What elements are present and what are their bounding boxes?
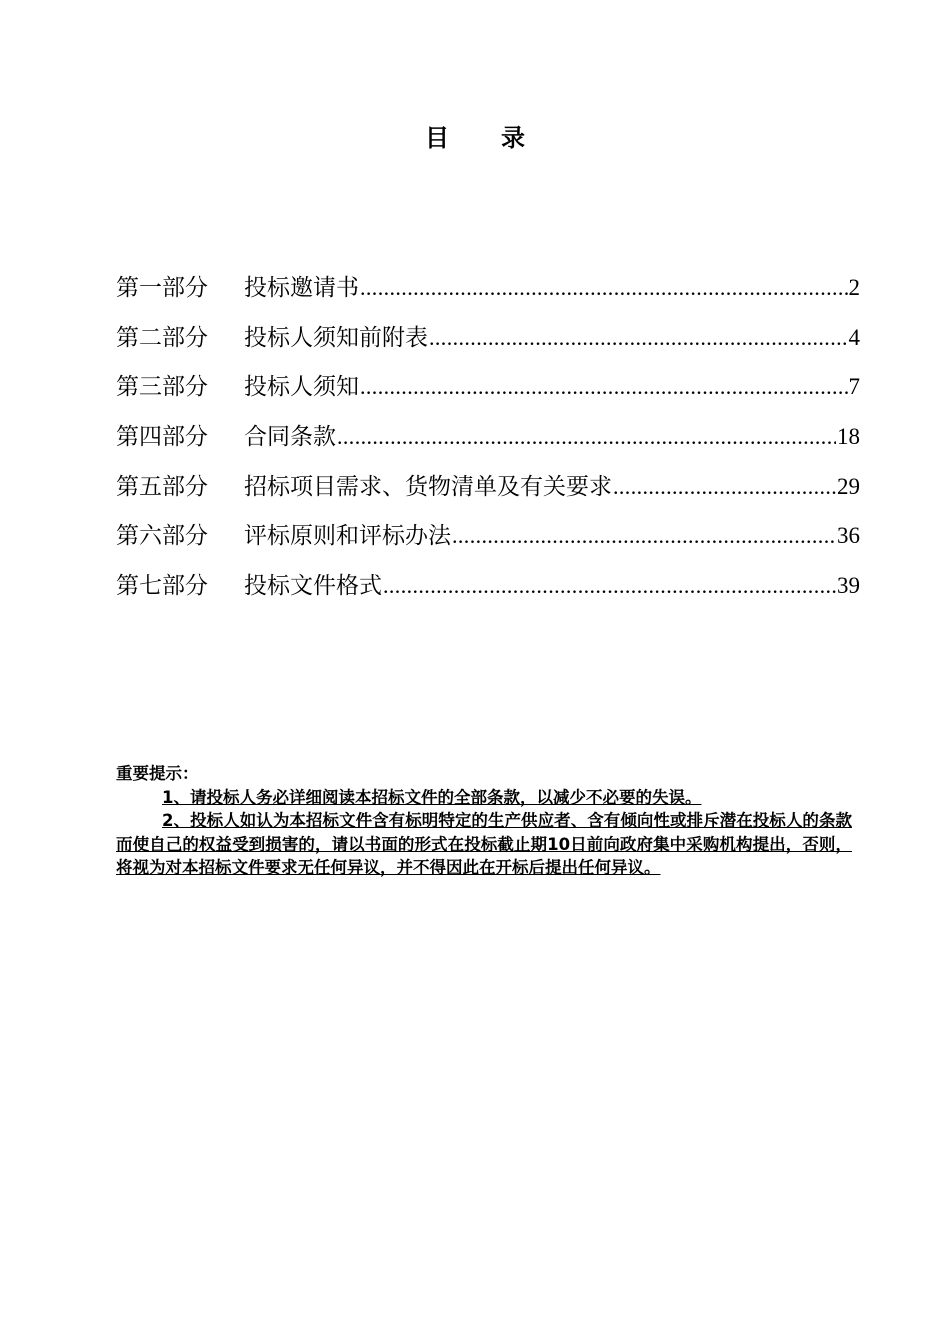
- notice-item-2-end: 。: [644, 858, 661, 877]
- toc-page-number: 18: [837, 424, 860, 450]
- toc-page-number: 39: [837, 573, 860, 599]
- toc-part-label: 第二部分: [116, 324, 208, 351]
- toc-title: [0, 118, 950, 153]
- toc-entry[interactable]: [116, 516, 860, 566]
- toc-page-number: 2: [848, 275, 860, 300]
- table-of-contents: [116, 268, 860, 616]
- toc-part-label: 第六部分: [116, 523, 208, 550]
- toc-part-label: 第一部分: [116, 275, 208, 301]
- toc-entry-title: 投标邀请书: [244, 275, 359, 301]
- toc-entry-title: 招标项目需求、货物清单及有关要求: [244, 473, 612, 500]
- toc-entry-title: 评标原则和评标办法: [244, 523, 451, 550]
- toc-page-number: 7: [848, 374, 860, 400]
- toc-page-number: 36: [837, 523, 860, 549]
- toc-leader-dots: [613, 467, 836, 507]
- toc-part-label: 第七部分: [116, 573, 208, 600]
- important-notice: [116, 762, 852, 880]
- notice-item-1: 1、请投标人务必详细阅读本招标文件的全部条款，以减少不必要的失误。: [162, 787, 702, 807]
- toc-leader-dots: [360, 367, 848, 407]
- toc-entry-title: 投标人须知: [244, 374, 359, 401]
- toc-entry-title: 投标文件格式: [244, 573, 382, 600]
- toc-title-left: 目: [425, 124, 449, 152]
- notice-item-2: [116, 809, 852, 880]
- toc-leader-dots: [452, 516, 836, 556]
- toc-page-number: 4: [848, 324, 860, 350]
- toc-page-number: 29: [837, 473, 860, 499]
- toc-title-right: 录: [501, 124, 525, 152]
- toc-leader-dots: [429, 318, 848, 358]
- toc-part-label: 第五部分: [116, 473, 208, 500]
- toc-entry[interactable]: [116, 367, 860, 417]
- toc-entry[interactable]: [116, 318, 860, 368]
- notice-heading: 重要提示：: [116, 764, 199, 783]
- toc-entry-title: 合同条款: [244, 424, 336, 451]
- toc-leader-dots: [383, 566, 836, 606]
- toc-entry[interactable]: [116, 566, 860, 616]
- toc-part-label: 第四部分: [116, 424, 208, 451]
- notice-item-2-text: 2、投标人如认为本招标文件含有标明特定的生产供应者、含有倾向性或排斥潜在投标人的条款而使自己的权益受到损害的，请以书面的形式在投标截止期10日前向政府集中采购机构提出，否则，将视为对本招标文件要求无任何异议，并不得因此在开标后提出任何异议: [116, 811, 852, 877]
- toc-part-label: 第三部分: [116, 374, 208, 401]
- toc-entry-title: 投标人须知前附表: [244, 324, 428, 351]
- toc-entry[interactable]: [116, 417, 860, 467]
- toc-leader-dots: [360, 268, 848, 308]
- toc-leader-dots: [337, 417, 836, 457]
- toc-entry[interactable]: [116, 467, 860, 517]
- toc-entry[interactable]: [116, 268, 860, 318]
